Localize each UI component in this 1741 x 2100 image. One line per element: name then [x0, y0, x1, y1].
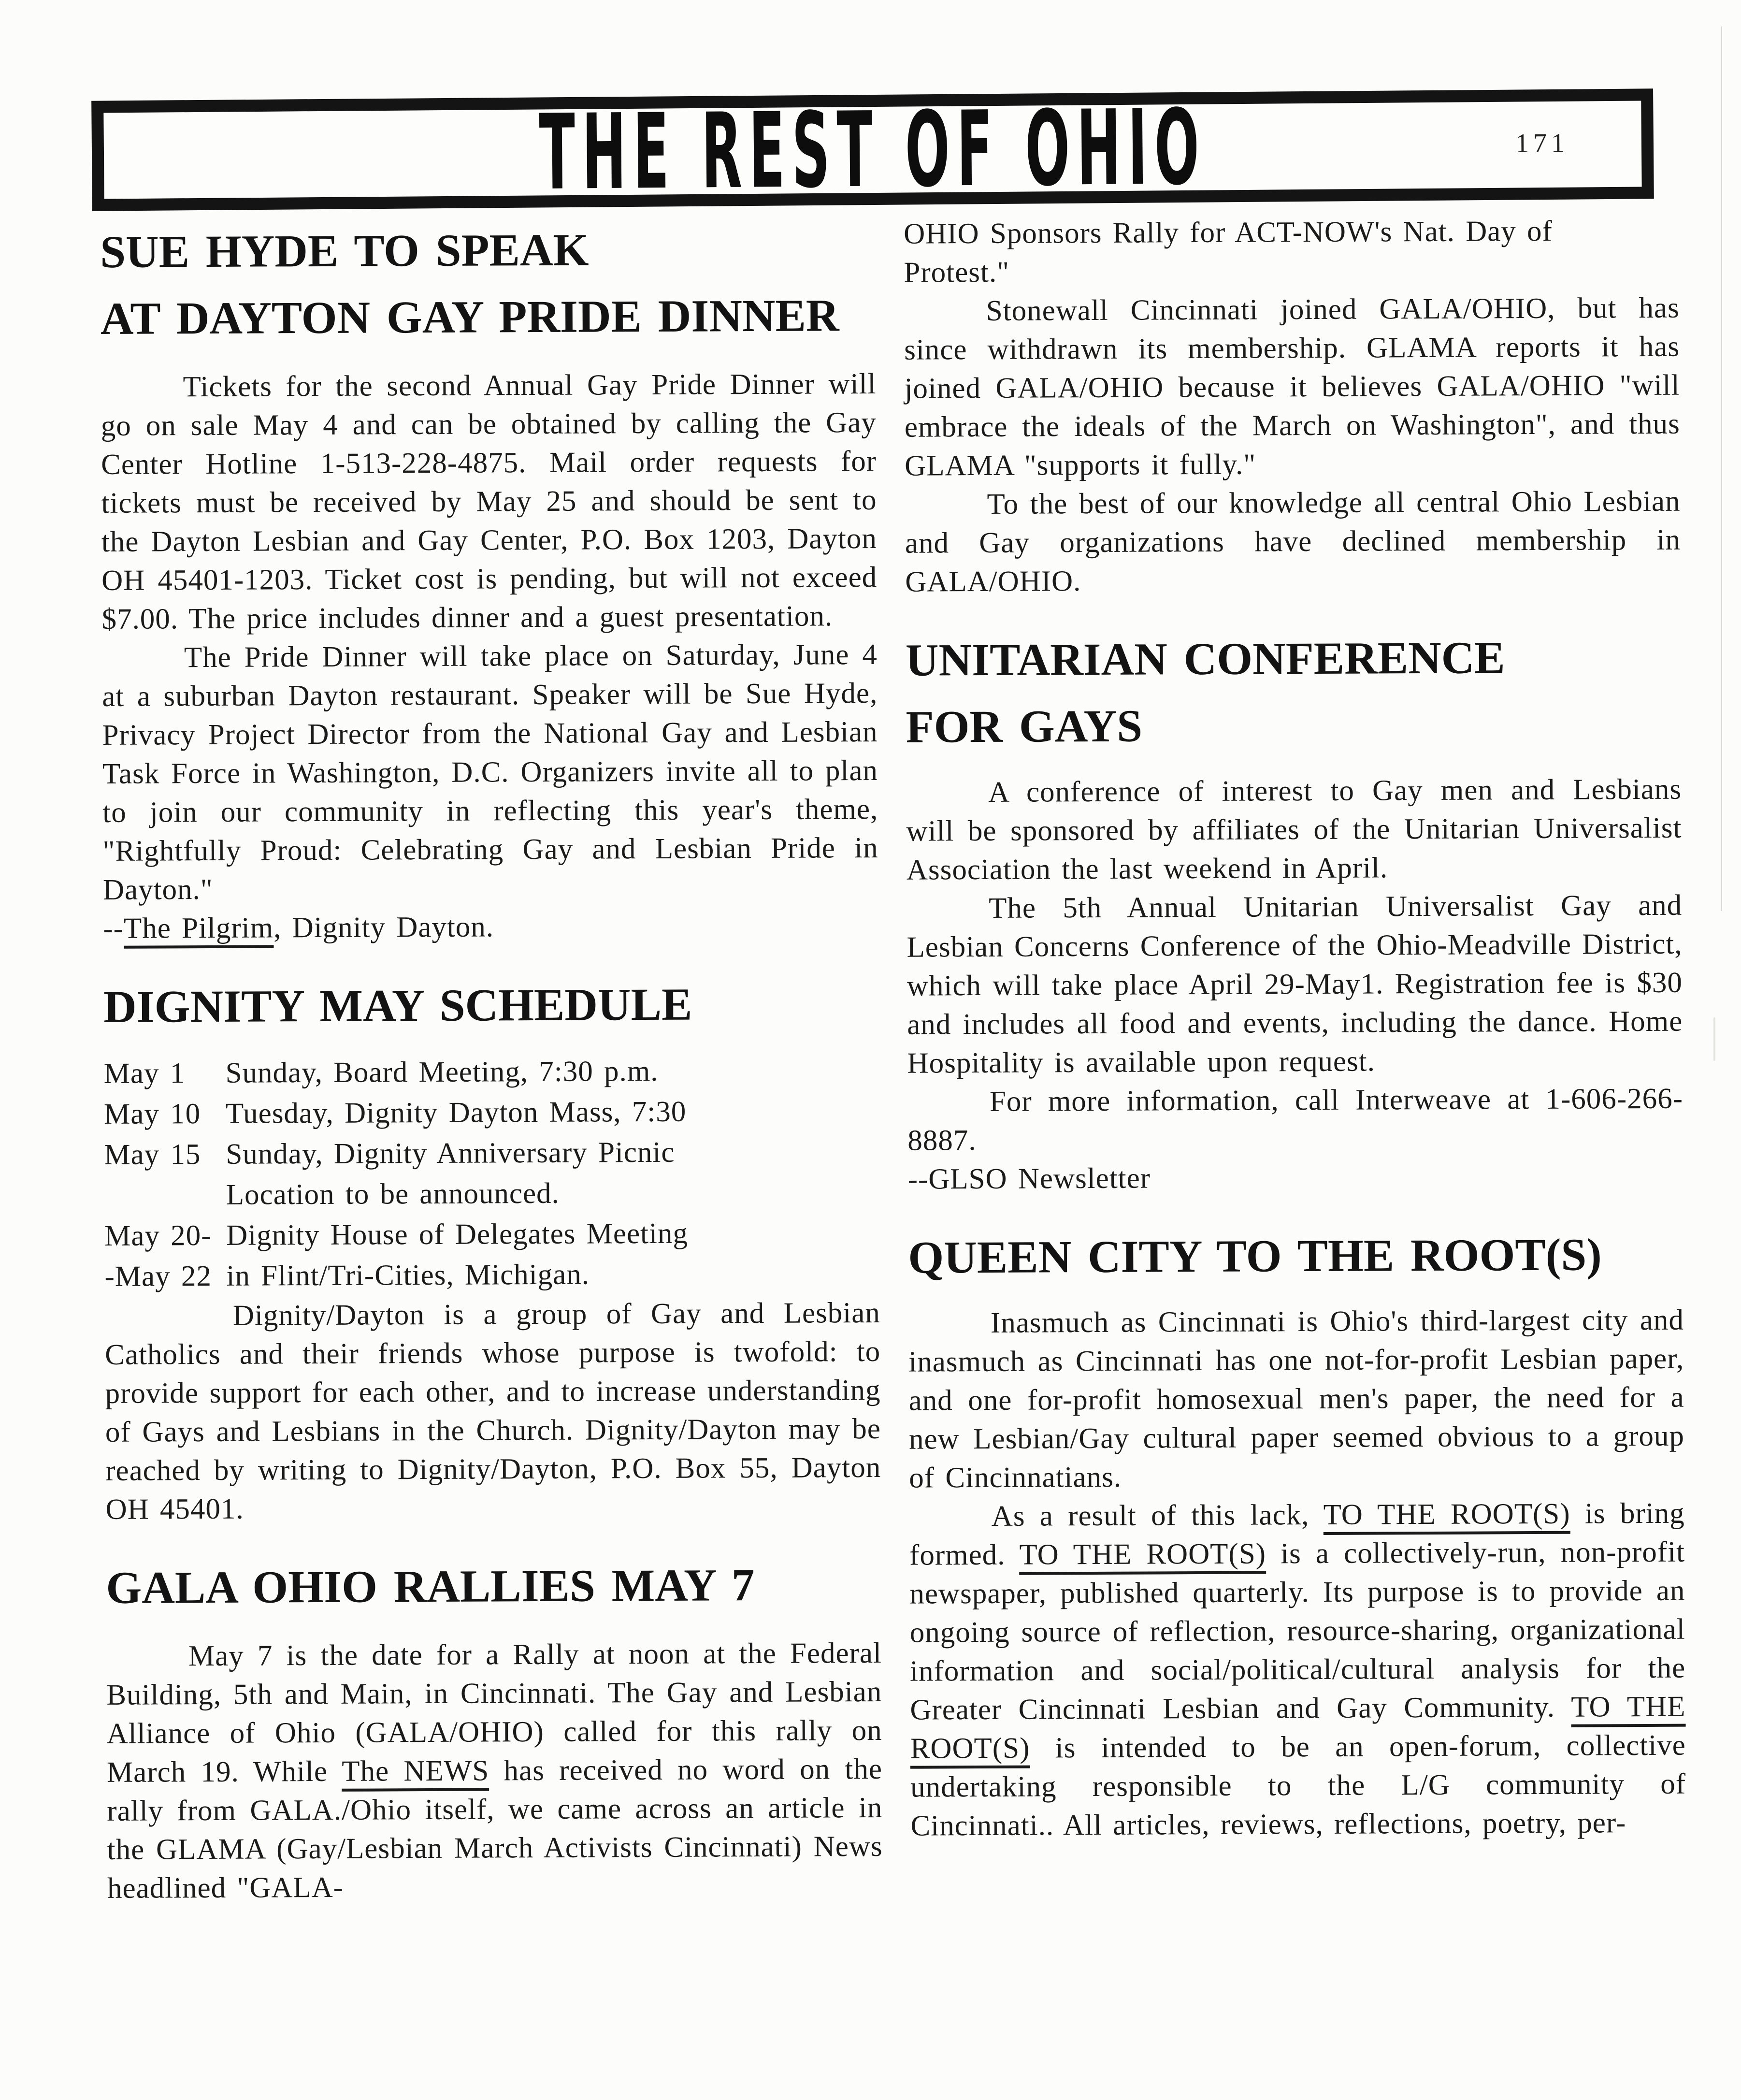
schedule-date: -May 22 — [104, 1260, 212, 1293]
article-paragraph: Dignity/Dayton is a group of Gay and Lesbian Catholics and their friends whose purpose is twofold: to provide support for each other, and to increase understanding of Gays and Lesbians in the Church. Dignity/Dayton may be reached by writing to Dignity/Dayton, P.O. Box 55, Dayton OH 45401. — [105, 1296, 881, 1526]
schedule-date: May 15 — [104, 1138, 201, 1171]
article-paragraph: Tickets for the second Annual Gay Pride Dinner will go on sale May 4 and can be obtained by calling the Gay Center Hotline 1-513-228-4875. Mail order requests for tickets must be received by May 25 and should be sent to the Dayton Lesbian and Gay Center, P.O. Box 1203, Dayton OH 45401-1203. Ticket cost is pending, but will not exceed $7.00. The price includes dinner and a guest presentation. — [101, 367, 878, 636]
schedule-row — [104, 1253, 880, 1297]
paragraph-text: As a result of this lack, — [991, 1498, 1324, 1533]
article-sue-hyde — [100, 215, 879, 948]
article-paragraph — [106, 1634, 883, 1908]
attribution-dashes: -- — [103, 912, 124, 945]
schedule-date: May 1 — [103, 1057, 186, 1090]
paragraph-text: is a collectively-run, non-profit newspaper, published quarterly. Its purpose is to provide an ongoing source of reflection, resource-sharing, organizational information and social/political/cultural analysis for the Greater Cincinnati Lesbian and Gay Community. — [909, 1535, 1686, 1726]
schedule-row — [104, 1213, 880, 1257]
article-heading: FOR GAYS — [906, 700, 1143, 753]
article-gala-continuation — [904, 212, 1681, 602]
masthead-box — [91, 88, 1654, 211]
publication-name-underlined: TO THE ROOT(S) — [910, 1691, 1686, 1769]
schedule-row — [103, 1050, 879, 1094]
article-paragraph: The 5th Annual Unitarian Universalist Gay and Lesbian Concerns Conference of the Ohio-Meadville District, which will take place April 29-May1. Registration fee is $30 and includes all food and events, including the dance. Home Hospitality is available upon request. — [906, 889, 1683, 1080]
scan-artifact-line — [1721, 27, 1722, 911]
page-title: THE REST OF OHIO — [538, 87, 1207, 213]
schedule-description: Sunday, Board Meeting, 7:30 p.m. — [225, 1055, 659, 1089]
schedule-date: May 20- — [104, 1219, 212, 1252]
schedule-row — [104, 1131, 879, 1175]
schedule-row — [104, 1172, 880, 1216]
schedule-list — [103, 1050, 880, 1297]
schedule-description: in Flint/Tri-Cities, Michigan. — [226, 1258, 590, 1292]
continuation-line: OHIO Sponsors Rally for ACT-NOW's Nat. Day of — [903, 215, 1553, 250]
continuation-line: Protest." — [904, 256, 1010, 289]
article-paragraph — [909, 1494, 1686, 1846]
schedule-description: Location to be announced. — [226, 1177, 560, 1211]
article-heading: SUE HYDE TO SPEAK — [100, 224, 589, 277]
schedule-row — [104, 1091, 879, 1135]
schedule-date: May 10 — [103, 1098, 201, 1130]
publication-name-underlined: TO THE ROOT(S) — [1324, 1498, 1570, 1535]
article-heading: QUEEN CITY TO THE ROOT(S) — [908, 1229, 1602, 1283]
left-column — [100, 215, 883, 1908]
scan-artifact-mark — [1713, 1017, 1715, 1061]
paragraph-text: May 7 is the date for a Rally at noon at the Federal Building, 5th and Main, in Cincinnati. The Gay and Lesbian Alliance of Ohio (GALA/OHIO) called for this rally on March 19. While — [106, 1637, 882, 1789]
source-attribution: --GLSO Newsletter — [907, 1162, 1151, 1196]
article-heading: UNITARIAN CONFERENCE — [905, 632, 1505, 686]
article-unitarian-conference — [906, 623, 1683, 1199]
article-paragraph: Stonewall Cincinnati joined GALA/OHIO, but has since withdrawn its membership. GLAMA reports it has joined GALA/OHIO because it believes GALA/OHIO "will embrace the ideals of the March on Washington", and thus GLAMA "supports it fully." — [904, 291, 1680, 482]
paragraph-text: is bring formed. — [909, 1497, 1685, 1572]
article-dignity-schedule — [103, 970, 881, 1529]
article-heading: GALA OHIO RALLIES MAY 7 — [106, 1559, 755, 1613]
paragraph-text: is intended to be an open-forum, collective undertaking responsible to the L/G community of Cincinnati.. All articles, reviews, reflections, poetry, per- — [910, 1729, 1686, 1842]
article-gala-rallies — [106, 1551, 883, 1908]
attribution-rest: , Dignity Dayton. — [273, 911, 494, 944]
article-paragraph: To the best of our knowledge all central Ohio Lesbian and Gay organizations have declined membership in GALA/OHIO. — [905, 485, 1681, 598]
article-paragraph: The Pride Dinner will take place on Saturday, June 4 at a suburban Dayton restaurant. Speaker will be Sue Hyde, Privacy Project Director from the National Gay and Lesbian Task Force in Washington, D.C. Organizers invite all to plan to join our community in reflecting this year's theme, "Rightfully Proud: Celebrating Gay and Lesbian Pride in Dayton." — [102, 638, 878, 906]
paragraph-text: has received no word on the rally from GALA./Ohio itself, we came across an article in the GLAMA (Gay/Lesbian March Activists Cincinnati) News headlined "GALA- — [107, 1752, 883, 1905]
article-paragraph: A conference of interest to Gay men and Lesbians will be sponsored by affiliates of the Unitarian Universalist Association the last weekend in April. — [906, 773, 1682, 886]
publication-name-underlined: TO THE ROOT(S) — [1019, 1537, 1266, 1575]
article-paragraph: For more information, call Interweave at 1-606-266-8887. — [907, 1082, 1683, 1157]
schedule-description: Tuesday, Dignity Dayton Mass, 7:30 — [225, 1095, 687, 1130]
article-paragraph: Inasmuch as Cincinnati is Ohio's third-largest city and inasmuch as Cincinnati has one not-for-profit Lesbian paper, and one for-profit homosexual men's paper, the need for a new Lesbian/Gay cultural paper seemed obvious to a group of Cincinnatians. — [908, 1303, 1685, 1494]
right-column — [904, 212, 1686, 1846]
article-heading: AT DAYTON GAY PRIDE DINNER — [100, 290, 839, 344]
attribution-source-underlined: The Pilgrim — [124, 912, 273, 948]
schedule-date — [104, 1175, 226, 1216]
article-queen-city — [908, 1221, 1686, 1846]
source-attribution — [103, 906, 878, 948]
publication-name-underlined: The NEWS — [342, 1754, 489, 1791]
schedule-description: Dignity House of Delegates Meeting — [226, 1217, 689, 1252]
schedule-description: Sunday, Dignity Anniversary Picnic — [226, 1136, 675, 1171]
article-heading: DIGNITY MAY SCHEDULE — [103, 978, 692, 1032]
page-number: 171 — [1515, 128, 1569, 159]
